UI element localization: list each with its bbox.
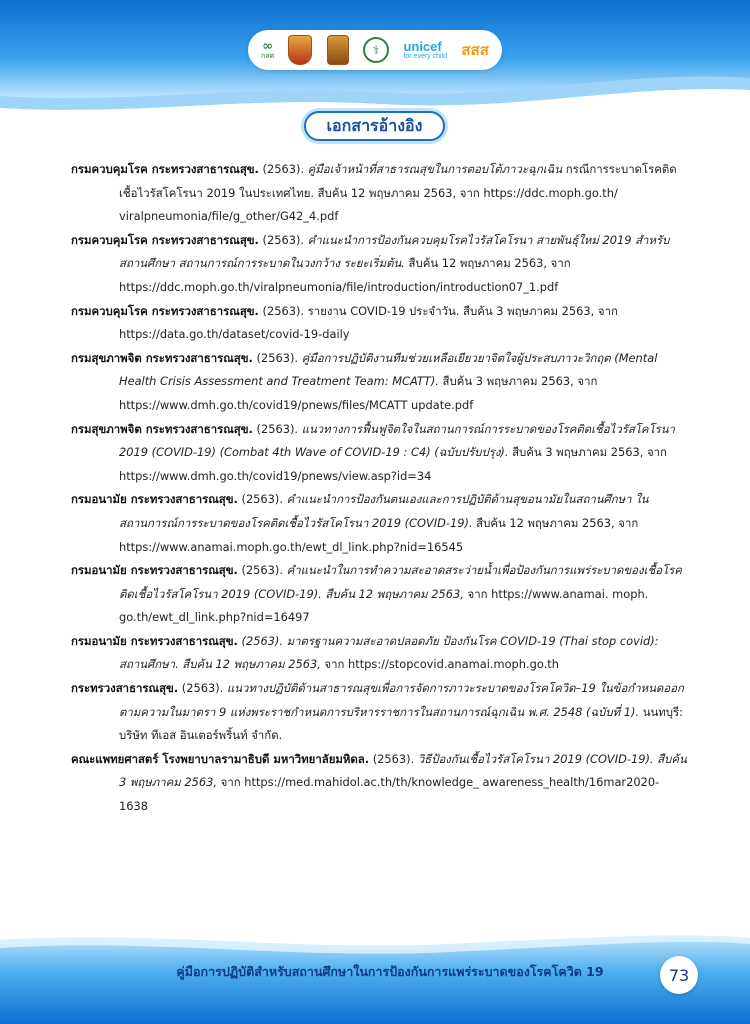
crest-logo-2	[327, 35, 349, 65]
reference-item: กรมอนามัย กระทรวงสาธารณสุข. (2563). คำแนะนำการป้องกันตนเองและการปฏิบัติด้านสุขอนามัยในสถานศึกษา ในสถานการณ์การระบาดของโรคติดเชื้อไวรัสโคโรนา 2019 (COVID-19). สืบค้น 12 พฤษภาคม 2563, จาก https://www.anamai.moph.go.th/ewt_dl_link.php?nid=16545	[71, 492, 649, 554]
reference-list	[71, 158, 687, 819]
reference-item: กรมควบคุมโรค กระทรวงสาธารณสุข. (2563). คู่มือเจ้าหน้าที่สาธารณสุขในการตอบโต้ภาวะฉุกเฉิน กรณีการระบาดโรคติดเชื้อไวรัสโคโรนา 2019 ในประเทศไทย. สืบค้น 12 พฤษภาคม 2563, จาก https://ddc.moph.go.th/ viralpneumonia/file/g_other/G42_4.pdf	[71, 162, 677, 224]
seal-icon: ⚕	[363, 37, 389, 63]
reference-item: กรมอนามัย กระทรวงสาธารณสุข. (2563). มาตรฐานความสะอาดปลอดภัย ป้องกันโรค COVID-19 (Thai stop covid): สถานศึกษา. สืบค้น 12 พฤษภาคม 2563, จาก https://stopcovid.anamai.moph.go.th	[71, 633, 659, 672]
crest-logo-1	[288, 35, 312, 65]
page-title: เอกสารอ้างอิง	[326, 115, 423, 135]
reference-item: กรมสุขภาพจิต กระทรวงสาธารณสุข. (2563). แนวทางการฟื้นฟูจิตใจในสถานการณ์การระบาดของโรคติดเชื้อไวรัสโคโรนา 2019 (COVID-19) (Combat 4th Wave of COVID-19 : C4) (ฉบับปรับปรุง). สืบค้น 3 พฤษภาคม 2563, จาก https://www.dmh.go.th/covid19/pnews/view.asp?id=34	[71, 421, 675, 483]
leaf-icon: ∞	[262, 39, 274, 54]
crest-icon	[327, 35, 349, 65]
reference-item: กรมควบคุมโรค กระทรวงสาธารณสุข. (2563). คำแนะนำการป้องกันควบคุมโรคไวรัสโคโรนา สายพันธุ์ใหม่ 2019 สำหรับสถานศึกษา สถานการณ์การระบาดในวงกว้าง ระยะเริ่มต้น. สืบค้น 12 พฤษภาคม 2563, จาก https://ddc.moph.go.th/viralpneumonia/file/introduction/introduction07_1.pdf	[71, 232, 670, 294]
reference-item: กรมสุขภาพจิต กระทรวงสาธารณสุข. (2563). คู่มือการปฏิบัติงานทีมช่วยเหลือเยียวยาจิตใจผู้ประสบภาวะวิกฤต (Mental Health Crisis Assessment and Treatment Team: MCATT). สืบค้น 3 พฤษภาคม 2563, จาก https://www.dmh.go.th/covid19/pnews/files/MCATT update.pdf	[71, 350, 658, 412]
unicef-logo: unicef for every child	[403, 39, 448, 60]
page-number: 73	[660, 956, 698, 994]
crest-icon	[288, 35, 312, 65]
logo-bar	[248, 30, 502, 70]
reference-item: คณะแพทยศาสตร์ โรงพยาบาลรามาธิบดี มหาวิทยาลัยมหิดล. (2563). วิธีป้องกันเชื้อไวรัสโคโรนา 2019 (COVID-19). สืบค้น 3 พฤษภาคม 2563, จาก https://med.mahidol.ac.th/th/knowledge_ awareness_health/16mar2020-1638	[71, 751, 687, 814]
title-badge	[304, 111, 445, 141]
footer-title: คู่มือการปฏิบัติสำหรับสถานศึกษาในการป้องกันการแพร่ระบาดของโรคโควิด 19	[176, 964, 604, 979]
reference-item: กระทรวงสาธารณสุข. (2563). แนวทางปฏิบัติด้านสาธารณสุขเพื่อการจัดการภาวะระบาดของโรคโควิด–19 ในข้อกำหนดออกตามความในมาตรา 9 แห่งพระราชกำหนดการบริหารราชการในสถานการณ์ฉุกเฉิน พ.ศ. 2548 (ฉบับที่ 1). นนทบุรี: บริษัท ทีเอส อินเตอร์พริ้นท์ จำกัด.	[71, 681, 684, 743]
moph-seal-logo	[363, 37, 389, 63]
sss-logo: สสส	[461, 41, 489, 59]
reference-item: กรมอนามัย กระทรวงสาธารณสุข. (2563). คำแนะนำในการทำความสะอาดสระว่ายน้ำเพื่อป้องกันการแพร่ระบาดของเชื้อโรคติดเชื้อไวรัสโคโรนา 2019 (COVID-19). สืบค้น 12 พฤษภาคม 2563, จาก https://www.anamai. moph. go.th/ewt_dl_link.php?nid=16497	[71, 563, 682, 625]
reference-item: กรมควบคุมโรค กระทรวงสาธารณสุข. (2563). รายงาน COVID-19 ประจำวัน. สืบค้น 3 พฤษภาคม 2563, จาก https://data.go.th/dataset/covid-19-daily	[71, 303, 618, 342]
dept-logo: ∞ กสศ	[261, 39, 275, 60]
